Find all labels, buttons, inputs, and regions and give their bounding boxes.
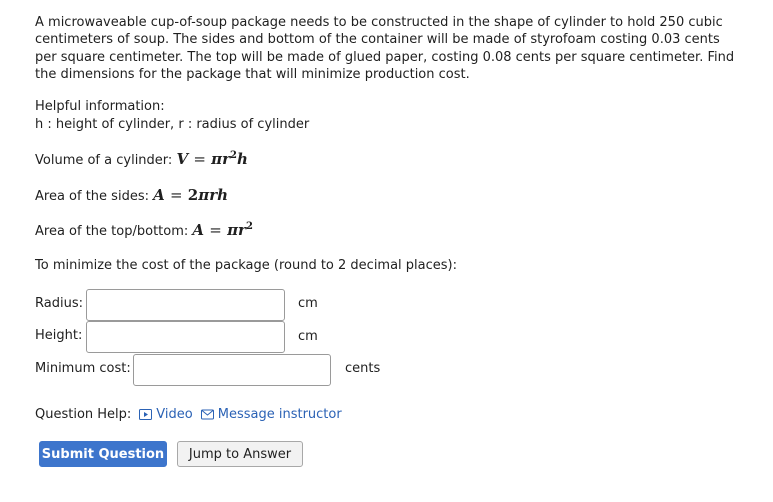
r-variable: r	[178, 117, 184, 132]
top-formula: $A = \pi r^2$	[192, 221, 253, 239]
instruction-text: To minimize the cost of the package (round to 2 decimal places):	[35, 258, 458, 273]
h-variable: h	[35, 117, 44, 132]
cost-unit: cents	[345, 361, 381, 376]
variable-definitions	[35, 117, 309, 132]
video-link-label: Video	[156, 407, 193, 422]
radius-unit: cm	[298, 296, 318, 311]
jump-to-answer-button[interactable]: Jump to Answer	[177, 441, 303, 467]
message-instructor-link[interactable]	[201, 407, 342, 422]
envelope-icon	[201, 409, 214, 420]
sides-formula-row	[35, 186, 228, 204]
cost-label: Minimum cost:	[35, 361, 131, 376]
question-help-label: Question Help:	[35, 407, 132, 422]
video-link[interactable]	[139, 407, 192, 422]
helpful-info-heading: Helpful information:	[35, 99, 165, 114]
radius-input[interactable]	[86, 289, 285, 321]
height-unit: cm	[298, 329, 318, 344]
r-description: : radius of cylinder	[187, 117, 310, 132]
volume-formula: $V = \pi r^2h$	[176, 150, 248, 168]
volume-label: Volume of a cylinder:	[35, 153, 173, 168]
question-help-row	[35, 407, 342, 422]
video-play-icon	[139, 409, 152, 420]
message-instructor-label: Message instructor	[217, 407, 342, 422]
sides-label: Area of the sides:	[35, 189, 149, 204]
problem-statement: A microwaveable cup-of-soup package needs to be constructed in the shape of cylinder to hold 250 cubic centimeters of soup. The sides and bottom of the container will be made of styrofoam costing 0.03 cents per square centimeter. The top will be made of glued paper, costing 0.08 cents per square centimeter. Find the dimensions for the package that will minimize production cost.	[35, 15, 735, 83]
top-formula-row	[35, 221, 253, 239]
cost-input[interactable]	[133, 354, 331, 386]
radius-label: Radius:	[35, 296, 83, 311]
volume-formula-row	[35, 150, 248, 168]
top-label: Area of the top/bottom:	[35, 224, 189, 239]
sides-formula: A = 2πrh	[153, 186, 229, 204]
submit-question-button[interactable]: Submit Question	[39, 441, 167, 467]
height-input[interactable]	[86, 321, 285, 353]
h-description: : height of cylinder,	[47, 117, 175, 132]
height-label: Height:	[35, 328, 83, 343]
